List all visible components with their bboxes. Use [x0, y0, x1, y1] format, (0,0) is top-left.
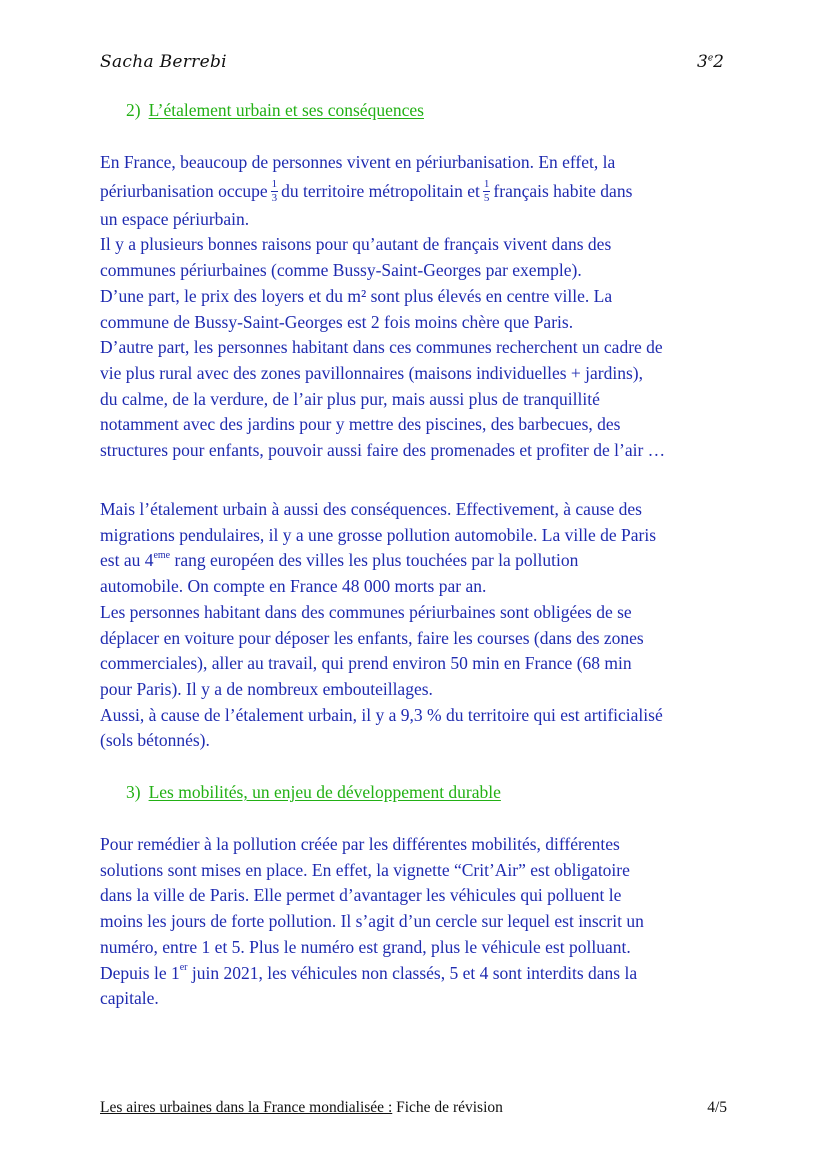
section-2-number: 2): [126, 100, 141, 120]
superscript: er: [179, 961, 188, 973]
section-2-paragraph-1: [100, 150, 735, 464]
text-line: moins les jours de forte pollution. Il s’agit d’un cercle sur lequel est inscrit un: [100, 911, 644, 932]
fraction-one-fifth: [483, 179, 491, 204]
text-line: dans la ville de Paris. Elle permet d’avantager les véhicules qui polluent le: [100, 885, 622, 906]
text-segment: du territoire métropolitain et: [281, 180, 480, 201]
text-line: un espace périurbain.: [100, 208, 250, 229]
text-line: communes périurbaines (comme Bussy-Saint-Georges par exemple).: [100, 260, 582, 281]
text-line: Les personnes habitant dans des communes périurbaines sont obligées de se: [100, 601, 632, 622]
fraction-one-third: [271, 179, 279, 204]
text-line: solutions sont mises en place. En effet, la vignette “Crit’Air” est obligatoire: [100, 859, 630, 880]
footer-title-underlined: Les aires urbaines dans la France mondialisée :: [100, 1099, 393, 1116]
text-line: [100, 961, 735, 987]
text-line: déplacer en voiture pour déposer les enfants, faire les courses (dans des zones: [100, 627, 644, 648]
text-line: vie plus rural avec des zones pavillonnaires (maisons individuelles + jardins),: [100, 362, 643, 383]
text-line: numéro, entre 1 et 5. Plus le numéro est grand, plus le véhicule est polluant.: [100, 936, 631, 957]
text-line: D’une part, le prix des loyers et du m² sont plus élevés en centre ville. La: [100, 285, 613, 306]
fraction-denominator: 3: [271, 192, 278, 205]
section-3-number: 3): [126, 782, 141, 802]
section-3-heading: [126, 782, 501, 803]
section-3-title: Les mobilités, un enjeu de développement durable: [148, 782, 501, 802]
text-line: Mais l’étalement urbain à aussi des conséquences. Effectivement, à cause des: [100, 499, 642, 519]
text-line: commerciales), aller au travail, qui prend environ 50 min en France (68 min: [100, 653, 632, 674]
text-line: notamment avec des jardins pour y mettre des piscines, des barbecues, des: [100, 414, 621, 435]
page-number: 4/5: [707, 1099, 727, 1116]
class-number: 2: [713, 52, 724, 72]
text-line: D’autre part, les personnes habitant dans ces communes recherchent un cadre de: [100, 337, 663, 358]
fraction-denominator: 5: [483, 192, 490, 205]
section-3-paragraph-1: [100, 832, 735, 1012]
section-2-title: L’étalement urbain et ses conséquences: [148, 100, 424, 120]
text-line: Aussi, à cause de l’étalement urbain, il y a 9,3 % du territoire qui est artificialisé: [100, 704, 663, 725]
footer-title-rest: Fiche de révision: [392, 1099, 503, 1116]
text-line: du calme, de la verdure, de l’air plus pur, mais aussi plus de tranquillité: [100, 388, 600, 409]
class-level: 3: [697, 52, 708, 72]
text-line: structures pour enfants, pouvoir aussi faire des promenades et profiter de l’air …: [100, 440, 666, 461]
superscript: eme: [153, 549, 171, 561]
footer-document-title: [100, 1099, 503, 1117]
text-line: [100, 176, 735, 207]
text-segment: rang européen des villes les plus touchées par la pollution: [170, 550, 579, 571]
text-line: commune de Bussy-Saint-Georges est 2 fois moins chère que Paris.: [100, 311, 574, 332]
text-line: En France, beaucoup de personnes vivent en périurbanisation. En effet, la: [100, 152, 616, 172]
text-line: automobile. On compte en France 48 000 morts par an.: [100, 576, 487, 597]
text-line: migrations pendulaires, il y a une grosse pollution automobile. La ville de Paris: [100, 524, 657, 545]
section-2-paragraph-2: [100, 497, 735, 754]
fraction-numerator: 1: [483, 178, 490, 191]
text-segment: français habite dans: [493, 180, 633, 201]
text-line: pour Paris). Il y a de nombreux embouteillages.: [100, 678, 433, 699]
text-line: (sols bétonnés).: [100, 730, 210, 751]
text-segment: périurbanisation occupe: [100, 180, 268, 201]
class-level-sup: e: [707, 53, 714, 64]
text-line: [100, 548, 735, 574]
text-segment: juin 2021, les véhicules non classés, 5 et 4 sont interdits dans la: [187, 962, 638, 983]
author-name: Sacha Berrebi: [100, 52, 227, 72]
text-line: Il y a plusieurs bonnes raisons pour qu’autant de français vivent dans des: [100, 234, 612, 255]
text-line: capitale.: [100, 988, 159, 1009]
fraction-numerator: 1: [271, 178, 278, 191]
section-2-heading: [126, 100, 424, 121]
text-line: Pour remédier à la pollution créée par les différentes mobilités, différentes: [100, 834, 620, 854]
class-label: [697, 52, 724, 72]
text-segment: Depuis le 1: [100, 962, 180, 983]
text-segment: est au 4: [100, 550, 154, 571]
